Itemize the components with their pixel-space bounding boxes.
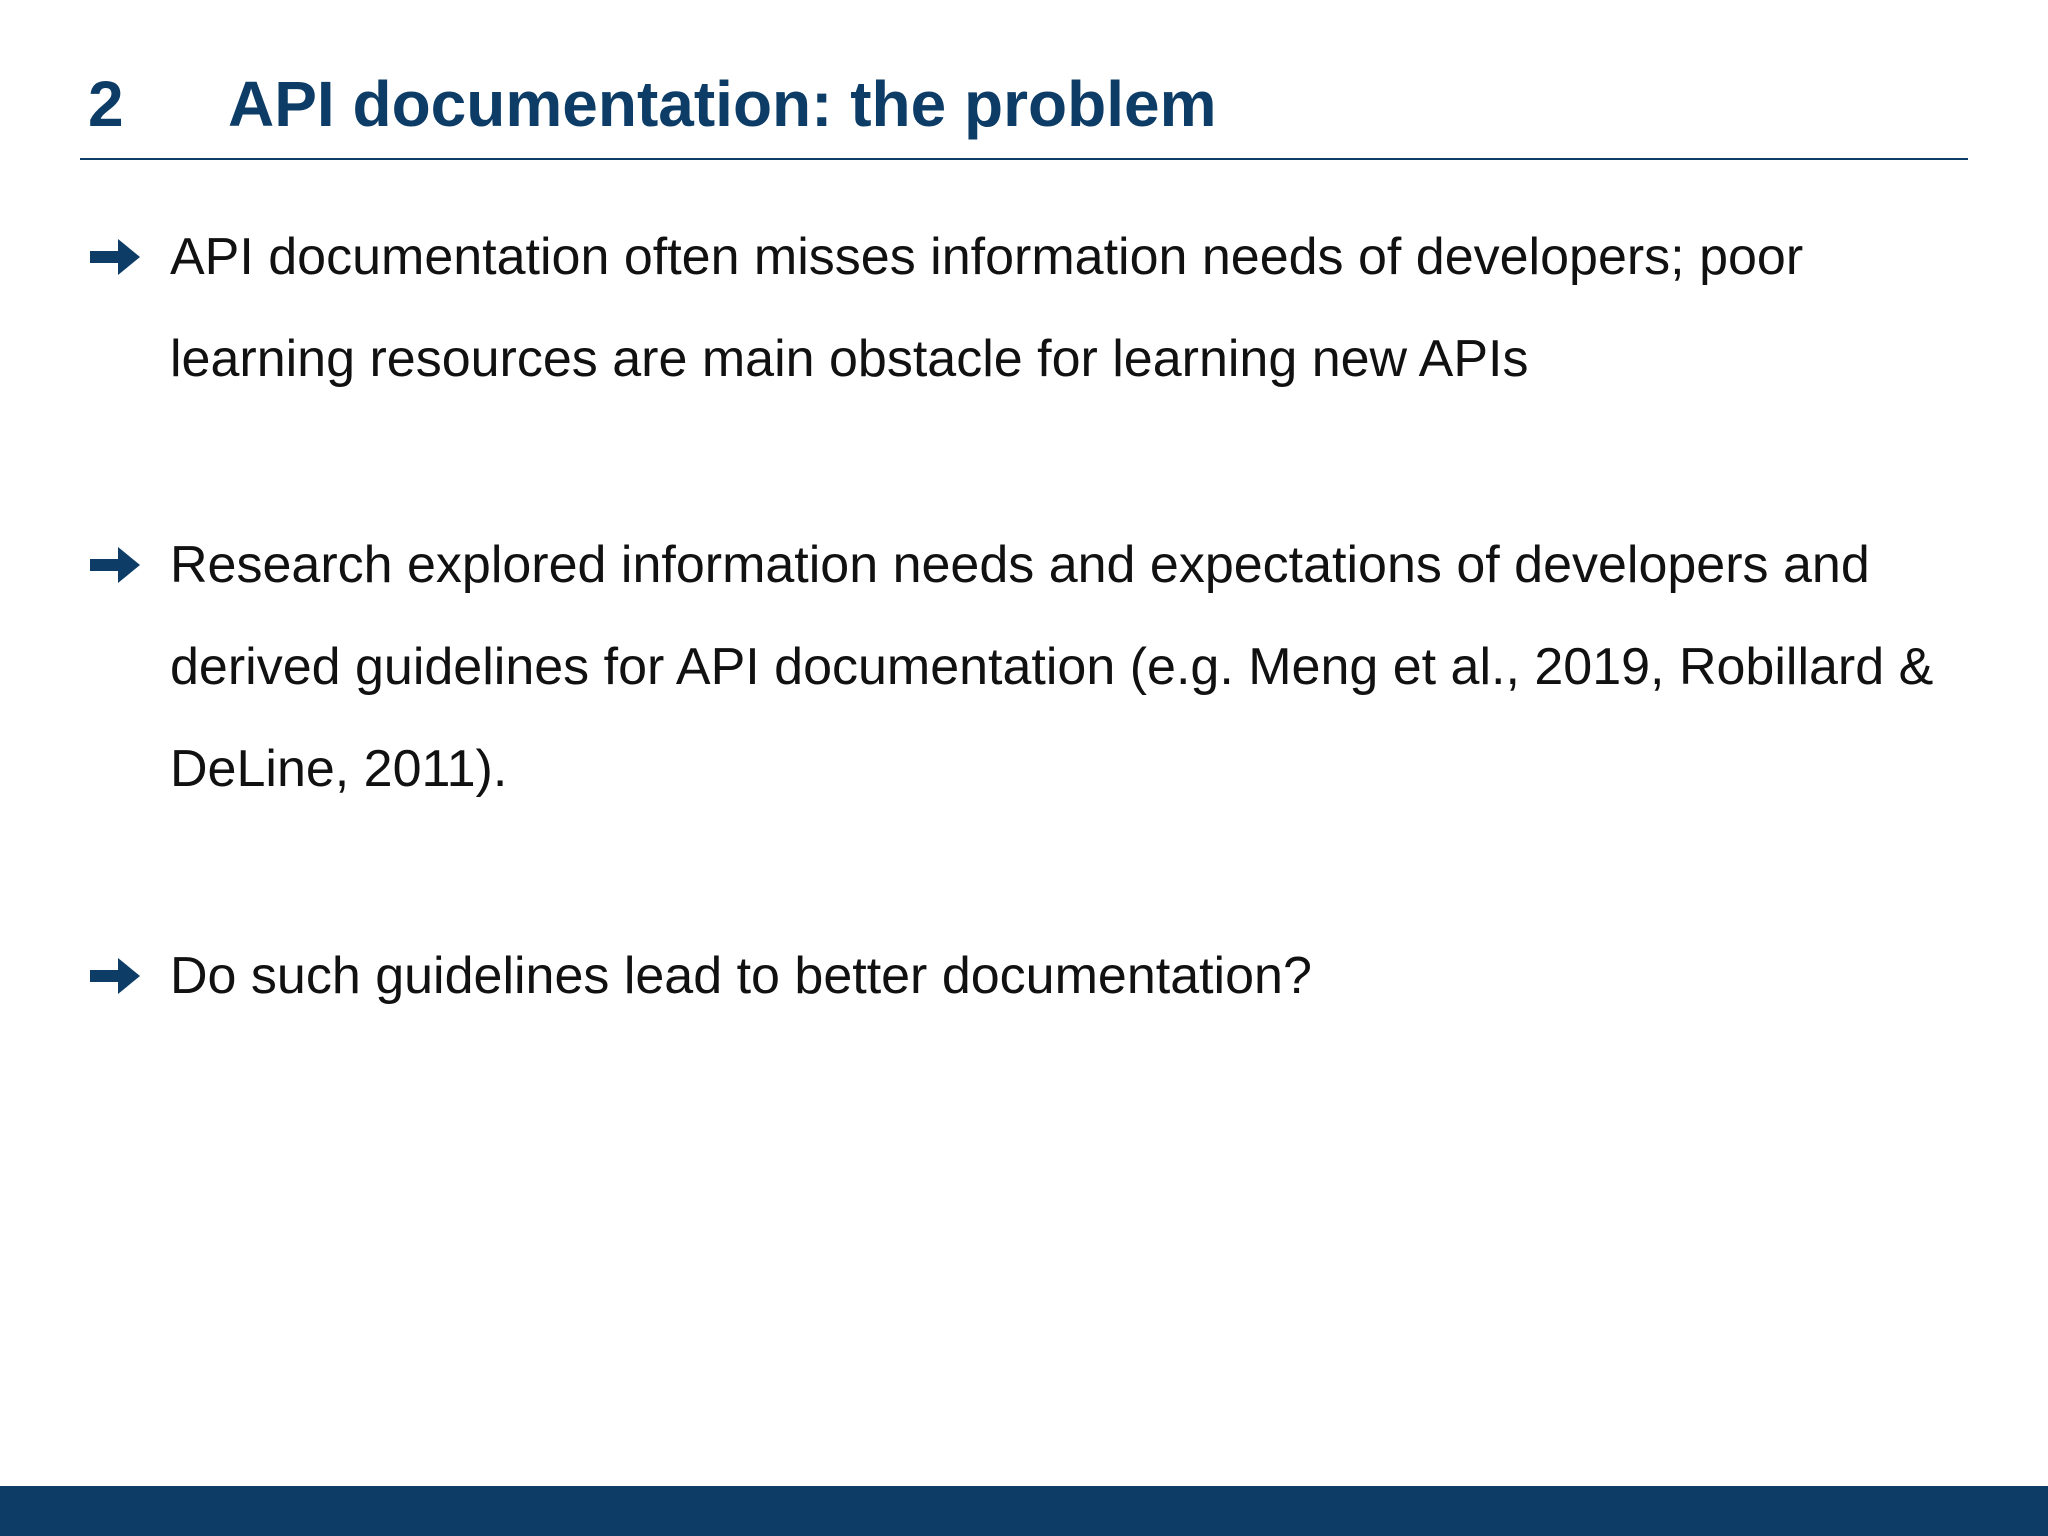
slide-number: 2 <box>88 68 124 140</box>
arrow-right-icon <box>88 206 170 308</box>
bullet-text-3: Do such guidelines lead to better documentation? <box>170 947 1312 1005</box>
bullet-item-1 <box>88 206 1968 410</box>
arrow-right-icon <box>88 514 170 616</box>
bullet-text-1: API documentation often misses information needs of developers; poor learning resources are main obstacle for learning new APIs <box>170 228 1804 388</box>
arrow-right-icon <box>88 925 170 1027</box>
bullet-item-2 <box>88 514 1968 820</box>
header-divider <box>80 158 1968 160</box>
bullet-text-2: Research explored information needs and expectations of developers and derived guidelines for API documentation (e.g. Meng et al., 2019, Robillard & DeLine, 2011). <box>170 536 1934 798</box>
footer-bar <box>0 1486 2048 1536</box>
bullet-item-3 <box>88 925 1968 1027</box>
slide-title: API documentation: the problem <box>228 68 1217 140</box>
slide-header <box>88 64 1216 144</box>
